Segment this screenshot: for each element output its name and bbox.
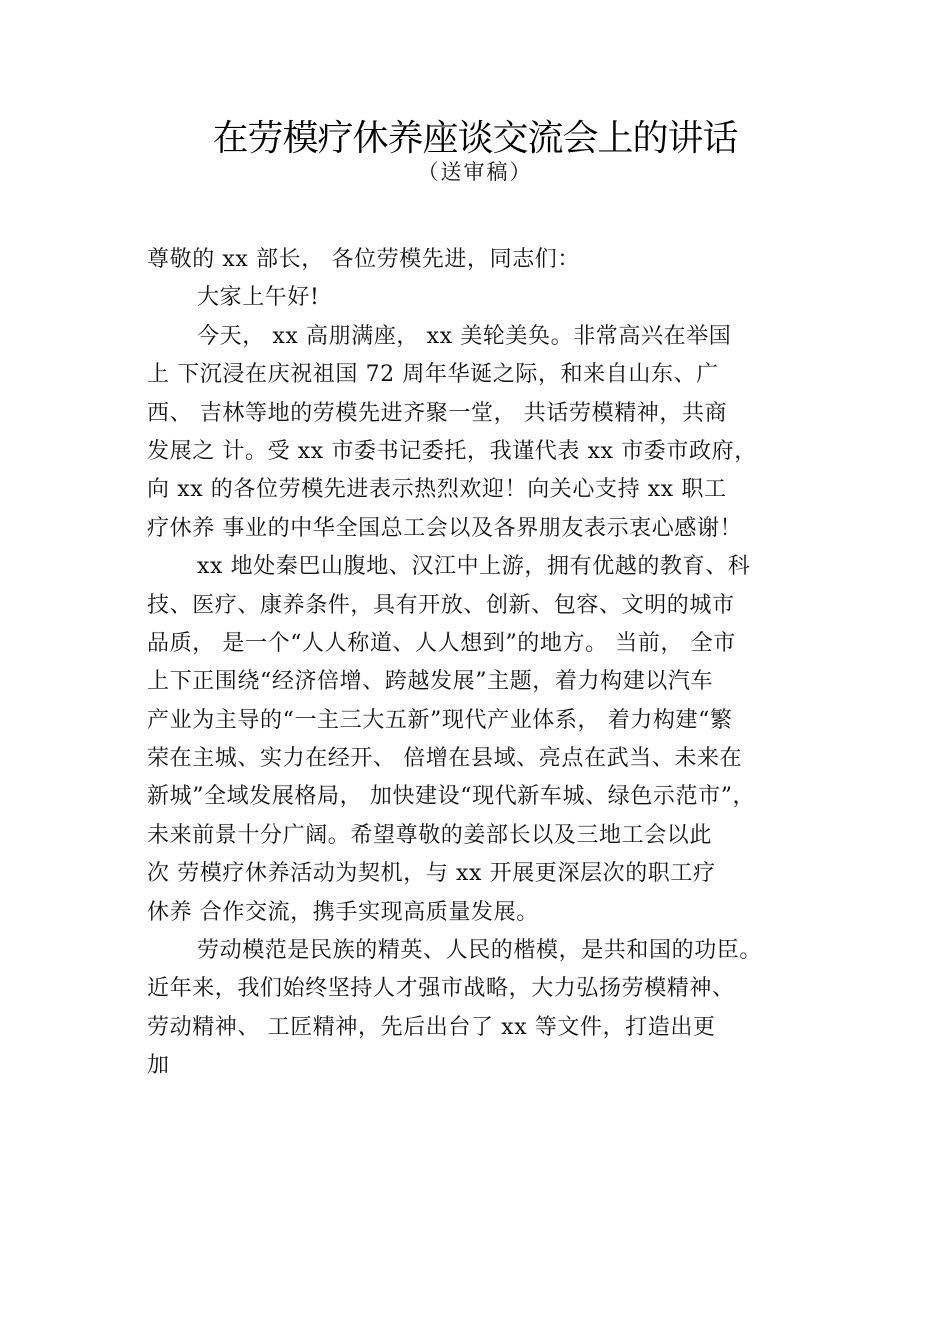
paragraph-3-line-3: 劳动精神、 工匠精神，先后出台了 xx 等文件，打造出更 (147, 1014, 716, 1040)
paragraph-1-line-2: 上 下沉浸在庆祝祖国 72 周年华诞之际，和来自山东、广 (147, 362, 719, 388)
paragraph-2-line-4: 上下正围绕“经济倍增、跨越发展”主题，着力构建以汽车 (147, 669, 714, 695)
document-title: 在劳模疗休养座谈交流会上的讲话 (212, 118, 738, 159)
paragraph-2-line-6: 荣在主城、实力在经开、 倍增在县域、亮点在武当、未来在 (147, 746, 743, 772)
paragraph-2-line-1: xx 地处秦巴山腹地、汉江中上游，拥有优越的教育、科 (197, 554, 751, 580)
paragraph-1-line-1: 今天， xx 高朋满座， xx 美轮美奂。非常高兴在举国 (197, 323, 732, 349)
paragraph-1-line-5: 向 xx 的各位劳模先进表示热烈欢迎！向关心支持 xx 职工 (147, 477, 727, 503)
paragraph-2-line-5: 产业为主导的“一主三大五新”现代产业体系， 着力构建“繁 (147, 707, 733, 733)
document-body (147, 241, 812, 1086)
paragraph-2-line-9: 次 劳模疗休养活动为契机，与 xx 开展更深层次的职工疗 (147, 861, 716, 887)
salutation-line: 尊敬的 xx 部长， 各位劳模先进，同志们： (147, 247, 580, 272)
paragraph-3-line-4: 加 (147, 1053, 170, 1079)
paragraph-2-line-3: 品质， 是一个“人人称道、人人想到”的地方。 当前， 全市 (147, 630, 736, 656)
greeting-line: 大家上午好! (197, 285, 320, 311)
paragraph-3-line-1: 劳动模范是民族的精英、人民的楷模，是共和国的功臣。 (197, 938, 763, 964)
paragraph-2-line-10: 休养 合作交流，携手实现高质量发展。 (147, 899, 539, 925)
paragraph-2-line-8: 未来前景十分广阔。希望尊敬的姜部长以及三地工会以此 (147, 822, 713, 848)
paragraph-2-line-7: 新城”全域发展格局， 加快建设“现代新车城、绿色示范市”， (147, 784, 756, 810)
paragraph-3-line-2: 近年来，我们始终坚持人才强市战略，大力弘扬劳模精神、 (147, 976, 735, 1002)
paragraph-1-line-6: 疗休养 事业的中华全国总工会以及各界朋友表示衷心感谢！ (147, 515, 743, 541)
paragraph-1-line-3: 西、 吉林等地的劳模先进齐聚一堂， 共话劳模精神，共商 (147, 400, 728, 426)
paragraph-1-line-4: 发展之 计。受 xx 市委书记委托，我谨代表 xx 市委市政府， (147, 438, 757, 464)
document-subtitle: （送审稿） (417, 160, 533, 184)
paragraph-2-line-2: 技、医疗、康养条件，具有开放、创新、包容、文明的城市 (147, 592, 735, 618)
